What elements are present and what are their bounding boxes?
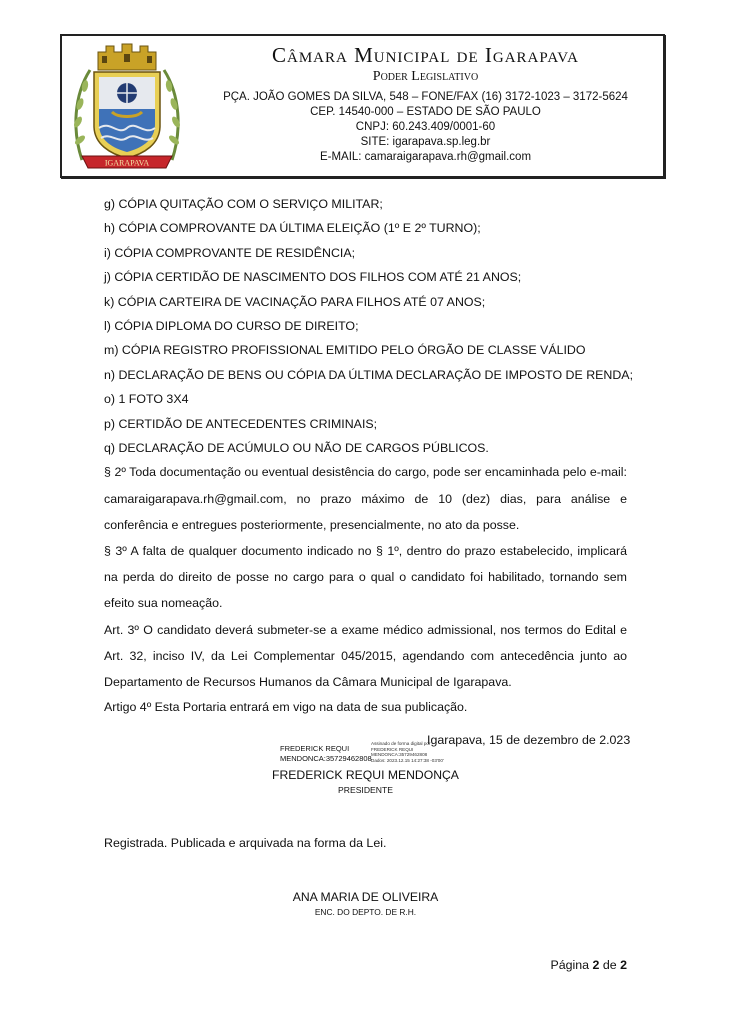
digital-signature-details [371, 741, 444, 763]
signer-role: PRESIDENTE [338, 785, 393, 795]
list-item: o) 1 FOTO 3X4 [104, 392, 189, 407]
list-item: i) CÓPIA COMPROVANTE DE RESIDÊNCIA; [104, 245, 356, 260]
digital-signature-detail-line: Assinado de forma digital por [371, 741, 431, 746]
page-current: 2 [592, 958, 600, 972]
crest-ribbon-label: IGARAPAVA [104, 158, 150, 168]
letterhead [60, 34, 665, 178]
digital-signature-line: FREDERICK REQUI [280, 744, 350, 753]
signature-block [0, 730, 731, 810]
organization-cep: CEP. 14540-000 – ESTADO DE SÃO PAULO [310, 106, 541, 118]
municipal-coat-of-arms-icon [68, 40, 186, 172]
page-of-label: de [602, 958, 617, 972]
article-3: Art. 3º O candidato deverá submeter-se a exame médico admissional, nos termos do Edital e Art. 32, inciso IV, da Lei Complementar 045/2015, agendando com antecedência junto ao Departamento de Recursos Humanos da Câmara Municipal de Igarapava. [104, 622, 627, 689]
list-item: k) CÓPIA CARTEIRA DE VACINAÇÃO PARA FILHOS ATÉ 07 ANOS; [104, 294, 486, 309]
list-item: n) DECLARAÇÃO DE BENS OU CÓPIA DA ÚLTIMA DECLARAÇÃO DE IMPOSTO DE RENDA; [104, 367, 634, 382]
paragraph-2: § 2º Toda documentação ou eventual desistência do cargo, pode ser encaminhada pelo e-mail: camaraigarapava.rh@gmail.com, no prazo máximo de 10 (dez) dias, para análise e conferência e entregues posteriormente, presencialmente, no ato da posse. [104, 465, 627, 532]
organization-branch: Poder Legislativo [372, 69, 479, 84]
page-label: Página [550, 958, 590, 972]
signature-date: Igarapava, 15 de dezembro de 2.023 [427, 733, 631, 747]
organization-address: PÇA. JOÃO GOMES DA SILVA, 548 – FONE/FAX (16) 3172-1023 – 3172-5624 [223, 91, 628, 103]
list-item: q) DECLARAÇÃO DE ACÚMULO OU NÃO DE CARGOS PÚBLICOS. [104, 440, 489, 455]
list-item: h) CÓPIA COMPROVANTE DA ÚLTIMA ELEIÇÃO (1º E 2º TURNO); [104, 221, 481, 236]
paragraph-3: § 3º A falta de qualquer documento indicado no § 1º, dentro do prazo estabelecido, implicará na perda do direito de posse no cargo para o qual o candidato foi habilitado, tornando sem efeito sua nomeação. [104, 543, 627, 611]
organization-email: E-MAIL: camaraigarapava.rh@gmail.com [319, 151, 532, 163]
digital-signature-detail-line: Dados: 2023.12.15 14:27:38 -03'00' [371, 757, 444, 763]
secondary-signer-name: ANA MARIA DE OLIVEIRA [292, 890, 439, 904]
digital-signature-name [280, 744, 372, 764]
organization-name: Câmara Municipal de Igarapava [272, 43, 579, 67]
list-item: l) CÓPIA DIPLOMA DO CURSO DE DIREITO; [104, 318, 359, 333]
article-4: Artigo 4º Esta Portaria entrará em vigo na data de sua publicação. [104, 700, 468, 715]
registration-note: Registrada. Publicada e arquivada na forma da Lei. [104, 836, 387, 850]
document-body [104, 192, 634, 720]
secondary-signer-role: ENC. DO DEPTO. DE R.H. [314, 907, 417, 917]
letterhead-text [192, 42, 659, 165]
page-number [550, 958, 627, 972]
list-item: m) CÓPIA REGISTRO PROFISSIONAL EMITIDO PELO ÓRGÃO DE CLASSE VÁLIDO [104, 343, 586, 358]
digital-signature-detail-line: FREDERICK REQUI [371, 746, 414, 752]
list-item: p) CERTIDÃO DE ANTECEDENTES CRIMINAIS; [104, 416, 378, 431]
page-total: 2 [620, 958, 627, 972]
organization-site: SITE: igarapava.sp.leg.br [360, 136, 491, 148]
list-item: g) CÓPIA QUITAÇÃO COM O SERVIÇO MILITAR; [104, 197, 383, 211]
list-item: j) CÓPIA CERTIDÃO DE NASCIMENTO DOS FILHOS COM ATÉ 21 ANOS; [104, 270, 522, 285]
signer-name: FREDERICK REQUI MENDONÇA [272, 768, 459, 782]
digital-signature-detail-line: MENDONCA:35729462808 [371, 752, 428, 758]
organization-cnpj: CNPJ: 60.243.409/0001-60 [355, 121, 496, 133]
digital-signature-line: MENDONCA:35729462808 [280, 754, 372, 763]
